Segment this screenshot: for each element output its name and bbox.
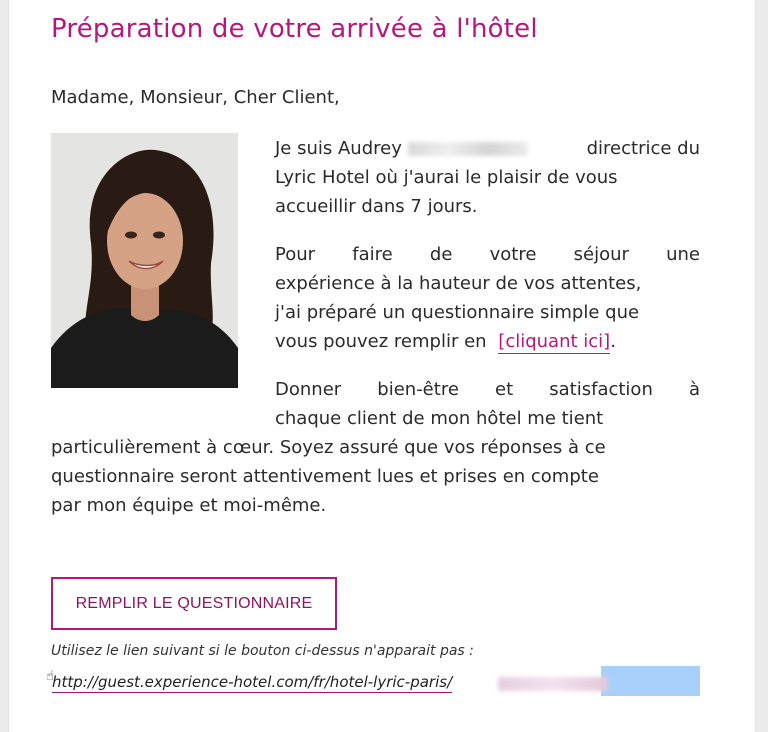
redacted-url-part <box>498 677 608 691</box>
director-photo <box>51 133 238 388</box>
period: . <box>610 331 616 352</box>
para3-word: satisfaction <box>549 379 653 400</box>
fallback-url-link[interactable]: http://guest.experience-hotel.com/fr/hotel-lyric-paris/ <box>52 673 453 691</box>
para1-line2-text: Lyric Hotel où j'aurai le plaisir de vous <box>275 167 618 188</box>
para2-word: votre <box>489 244 537 265</box>
para1-text-b: directrice du <box>586 138 700 159</box>
hand-pointer-icon: ☝ <box>46 669 54 684</box>
para2-word: faire <box>352 244 393 265</box>
fallback-note: Utilisez le lien suivant si le bouton ci-dessus n'apparait pas : <box>51 643 474 659</box>
para2-line4-text: vous pouvez remplir en <box>275 331 487 352</box>
para3-line5: par mon équipe et moi-même. <box>51 495 327 516</box>
cta-label: REMPLIR LE QUESTIONNAIRE <box>75 594 313 612</box>
para2-word: de <box>429 244 453 265</box>
redacted-surname <box>408 142 528 156</box>
fallback-link-row <box>46 669 700 697</box>
para1-line3: accueillir dans 7 jours. <box>275 196 478 217</box>
para3-line2: chaque client de mon hôtel me tient <box>275 408 604 429</box>
para3-line1 <box>275 375 700 404</box>
para3-line3: particulièrement à cœur. Soyez assuré que vos réponses à ce <box>51 437 606 458</box>
para3-word: Donner <box>275 379 342 400</box>
questionnaire-inline-link[interactable]: [cliquant ici] <box>498 331 611 352</box>
para1-line2 <box>275 163 700 192</box>
email-title: Préparation de votre arrivée à l'hôtel <box>51 14 538 44</box>
portrait-illustration <box>51 133 238 388</box>
para1-line1 <box>275 134 700 163</box>
para2-line3: j'ai préparé un questionnaire simple que <box>275 302 640 323</box>
para2-word: séjour <box>573 244 629 265</box>
para3-line4: questionnaire seront attentivement lues et prises en compte <box>51 466 599 487</box>
para2-word: une <box>666 244 700 265</box>
para2-line4 <box>275 327 616 356</box>
para3-word: à <box>688 379 700 400</box>
fill-questionnaire-button[interactable] <box>51 577 337 630</box>
para2-line2: expérience à la hauteur de vos attentes, <box>275 273 642 294</box>
para3-word: bien-être <box>377 379 459 400</box>
text-selection-highlight <box>601 666 700 696</box>
para2-word: Pour <box>275 244 316 265</box>
para2-line1 <box>275 240 700 269</box>
greeting: Madame, Monsieur, Cher Client, <box>51 87 340 108</box>
para3-word: et <box>495 379 514 400</box>
para1-text-a: Je suis Audrey <box>275 138 402 159</box>
